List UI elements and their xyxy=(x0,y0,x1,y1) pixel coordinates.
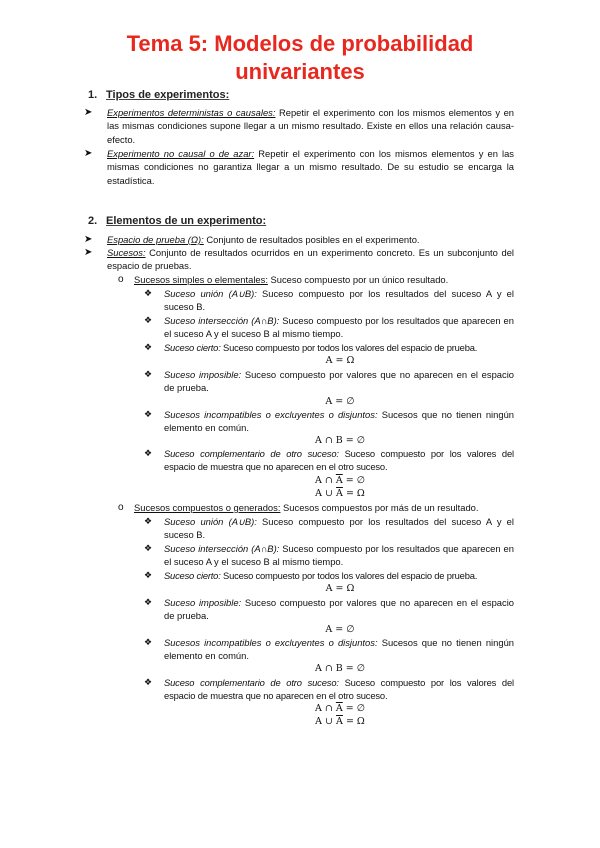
section-2-title: Elementos de un experimento: xyxy=(106,215,267,227)
item-term: Suceso cierto: xyxy=(164,570,221,581)
item-text: Suceso compuesto por los resultados del suceso A y el suceso B. xyxy=(164,516,514,541)
item-text: Suceso compuesto por los resultados que aparecen en el suceso A y el suceso B al mismo tiempo. xyxy=(164,543,514,568)
item-term: Suceso cierto: xyxy=(164,342,221,353)
title-line-1: Tema 5: Modelos de probabilidad xyxy=(126,31,474,56)
list-item xyxy=(134,501,514,514)
diamond-bullet-icon: ❖ xyxy=(144,543,153,553)
item-term: Suceso complementario de otro suceso: xyxy=(164,448,339,459)
list-item xyxy=(164,569,514,582)
diamond-bullet-icon: ❖ xyxy=(144,288,153,298)
item-text: Suceso compuesto por los resultados que aparecen en el suceso A y el suceso B al mismo tiempo. xyxy=(164,315,514,340)
formula: A ∪ $\overline{A} = \Omega$ xyxy=(315,488,365,499)
arrow-bullet-icon: ➤ xyxy=(84,247,93,258)
diamond-bullet-icon: ❖ xyxy=(144,448,153,458)
list-item xyxy=(107,246,514,273)
item-term: Suceso complementario de otro suceso: xyxy=(164,677,339,688)
item-text: Sucesos que no tienen ningún elemento en común. xyxy=(164,637,514,662)
item-term: Suceso unión (A∪B): xyxy=(164,288,257,299)
item-term: Suceso unión (A∪B): xyxy=(164,516,257,527)
arrow-bullet-icon: ➤ xyxy=(84,234,93,245)
item-text: Suceso compuesto por un único resultado. xyxy=(267,274,449,285)
item-term: Suceso intersección (A∩B): xyxy=(164,315,280,326)
diamond-bullet-icon: ❖ xyxy=(144,409,153,419)
diamond-bullet-icon: ❖ xyxy=(144,369,153,379)
page-title xyxy=(60,30,540,86)
item-term: Experimento no causal o de azar: xyxy=(107,148,255,159)
item-text: Suceso compuesto por los valores del espacio de muestra que no aparecen en el otro suceso. xyxy=(164,677,514,702)
section-1-heading xyxy=(88,89,229,101)
item-term: Espacio de prueba (Ω): xyxy=(107,234,204,245)
item-text: Suceso compuesto por todos los valores del espacio de prueba. xyxy=(220,342,478,353)
list-item xyxy=(164,676,514,703)
list-item xyxy=(164,368,514,395)
list-item xyxy=(164,314,514,341)
item-text: Repetir el experimento con los mismos elementos y en las mismas condiciones supone llegar a un mismo resultado. Existe en ellos una relación causa-efecto. xyxy=(107,107,515,145)
item-term: Sucesos incompatibles o excluyentes o disjuntos: xyxy=(164,637,378,648)
formula: A ∩ $\overline{A}$ = ∅ xyxy=(314,703,366,714)
list-item xyxy=(107,106,514,146)
item-text: Sucesos que no tienen ningún elemento en común. xyxy=(164,409,514,434)
formula: A ∩ $\overline{A}$ = ∅ xyxy=(314,475,366,486)
section-2-number: 2. xyxy=(88,215,98,227)
item-term: Sucesos: xyxy=(107,247,146,258)
diamond-bullet-icon: ❖ xyxy=(144,597,153,607)
diamond-bullet-icon: ❖ xyxy=(144,637,153,647)
item-text: Conjunto de resultados posibles en el experimento. xyxy=(203,234,420,245)
formula: A ∩ B = ∅ xyxy=(314,663,366,674)
list-item xyxy=(164,341,514,354)
item-text: Suceso compuesto por los resultados del suceso A y el suceso B. xyxy=(164,288,514,313)
title-line-2: univariantes xyxy=(235,59,365,84)
list-item xyxy=(164,515,514,542)
list-item xyxy=(164,542,514,569)
list-item xyxy=(107,147,514,187)
item-text: Sucesos compuestos por más de un resultado. xyxy=(280,502,479,513)
list-item xyxy=(164,596,514,623)
item-text: Suceso compuesto por los valores del espacio de muestra que no aparecen en el otro suceso. xyxy=(164,448,514,473)
formula: A = ∅ xyxy=(325,396,355,407)
item-text: Conjunto de resultados ocurridos en un experimento concreto. Es un subconjunto del espacio de pruebas. xyxy=(107,247,514,272)
diamond-bullet-icon: ❖ xyxy=(144,516,153,526)
formula: A ∩ B = ∅ xyxy=(314,435,366,446)
section-2-heading xyxy=(88,215,266,227)
diamond-bullet-icon: ❖ xyxy=(144,570,153,580)
formula: A = ∅ xyxy=(325,624,355,635)
formula: A ∪ $\overline{A} = \Omega$ xyxy=(315,716,365,727)
arrow-bullet-icon: ➤ xyxy=(84,148,93,159)
item-term: Suceso imposible: xyxy=(164,369,242,380)
list-item xyxy=(134,273,514,286)
item-term: Experimentos deterministas o causales: xyxy=(107,107,276,118)
list-item xyxy=(164,287,514,314)
diamond-bullet-icon: ❖ xyxy=(144,315,153,325)
list-item xyxy=(164,636,514,663)
item-term: Sucesos simples o elementales: xyxy=(134,274,268,285)
formula: A = Ω xyxy=(325,355,355,366)
item-text: Repetir el experimento con los mismos elementos y en las mismas condiciones no garantiza llegar a un mismo resultado. De su estudio se encarga la estadística. xyxy=(107,148,514,186)
circle-bullet-icon: o xyxy=(118,274,124,285)
item-text: Suceso compuesto por valores que no aparecen en el espacio de prueba. xyxy=(164,369,514,394)
item-term: Suceso imposible: xyxy=(164,597,242,608)
item-term: Suceso intersección (A∩B): xyxy=(164,543,280,554)
diamond-bullet-icon: ❖ xyxy=(144,677,153,687)
list-item xyxy=(107,233,514,246)
item-term: Sucesos incompatibles o excluyentes o disjuntos: xyxy=(164,409,378,420)
item-text: Suceso compuesto por valores que no aparecen en el espacio de prueba. xyxy=(164,597,514,622)
list-item xyxy=(164,408,514,435)
arrow-bullet-icon: ➤ xyxy=(84,107,93,118)
list-item xyxy=(164,447,514,474)
item-text: Suceso compuesto por todos los valores del espacio de prueba. xyxy=(220,570,478,581)
formula: A = Ω xyxy=(325,583,355,594)
item-term: Sucesos compuestos o generados: xyxy=(134,502,281,513)
circle-bullet-icon: o xyxy=(118,502,124,513)
diamond-bullet-icon: ❖ xyxy=(144,342,153,352)
section-1-number: 1. xyxy=(88,89,98,101)
section-1-title: Tipos de experimentos: xyxy=(106,89,230,101)
